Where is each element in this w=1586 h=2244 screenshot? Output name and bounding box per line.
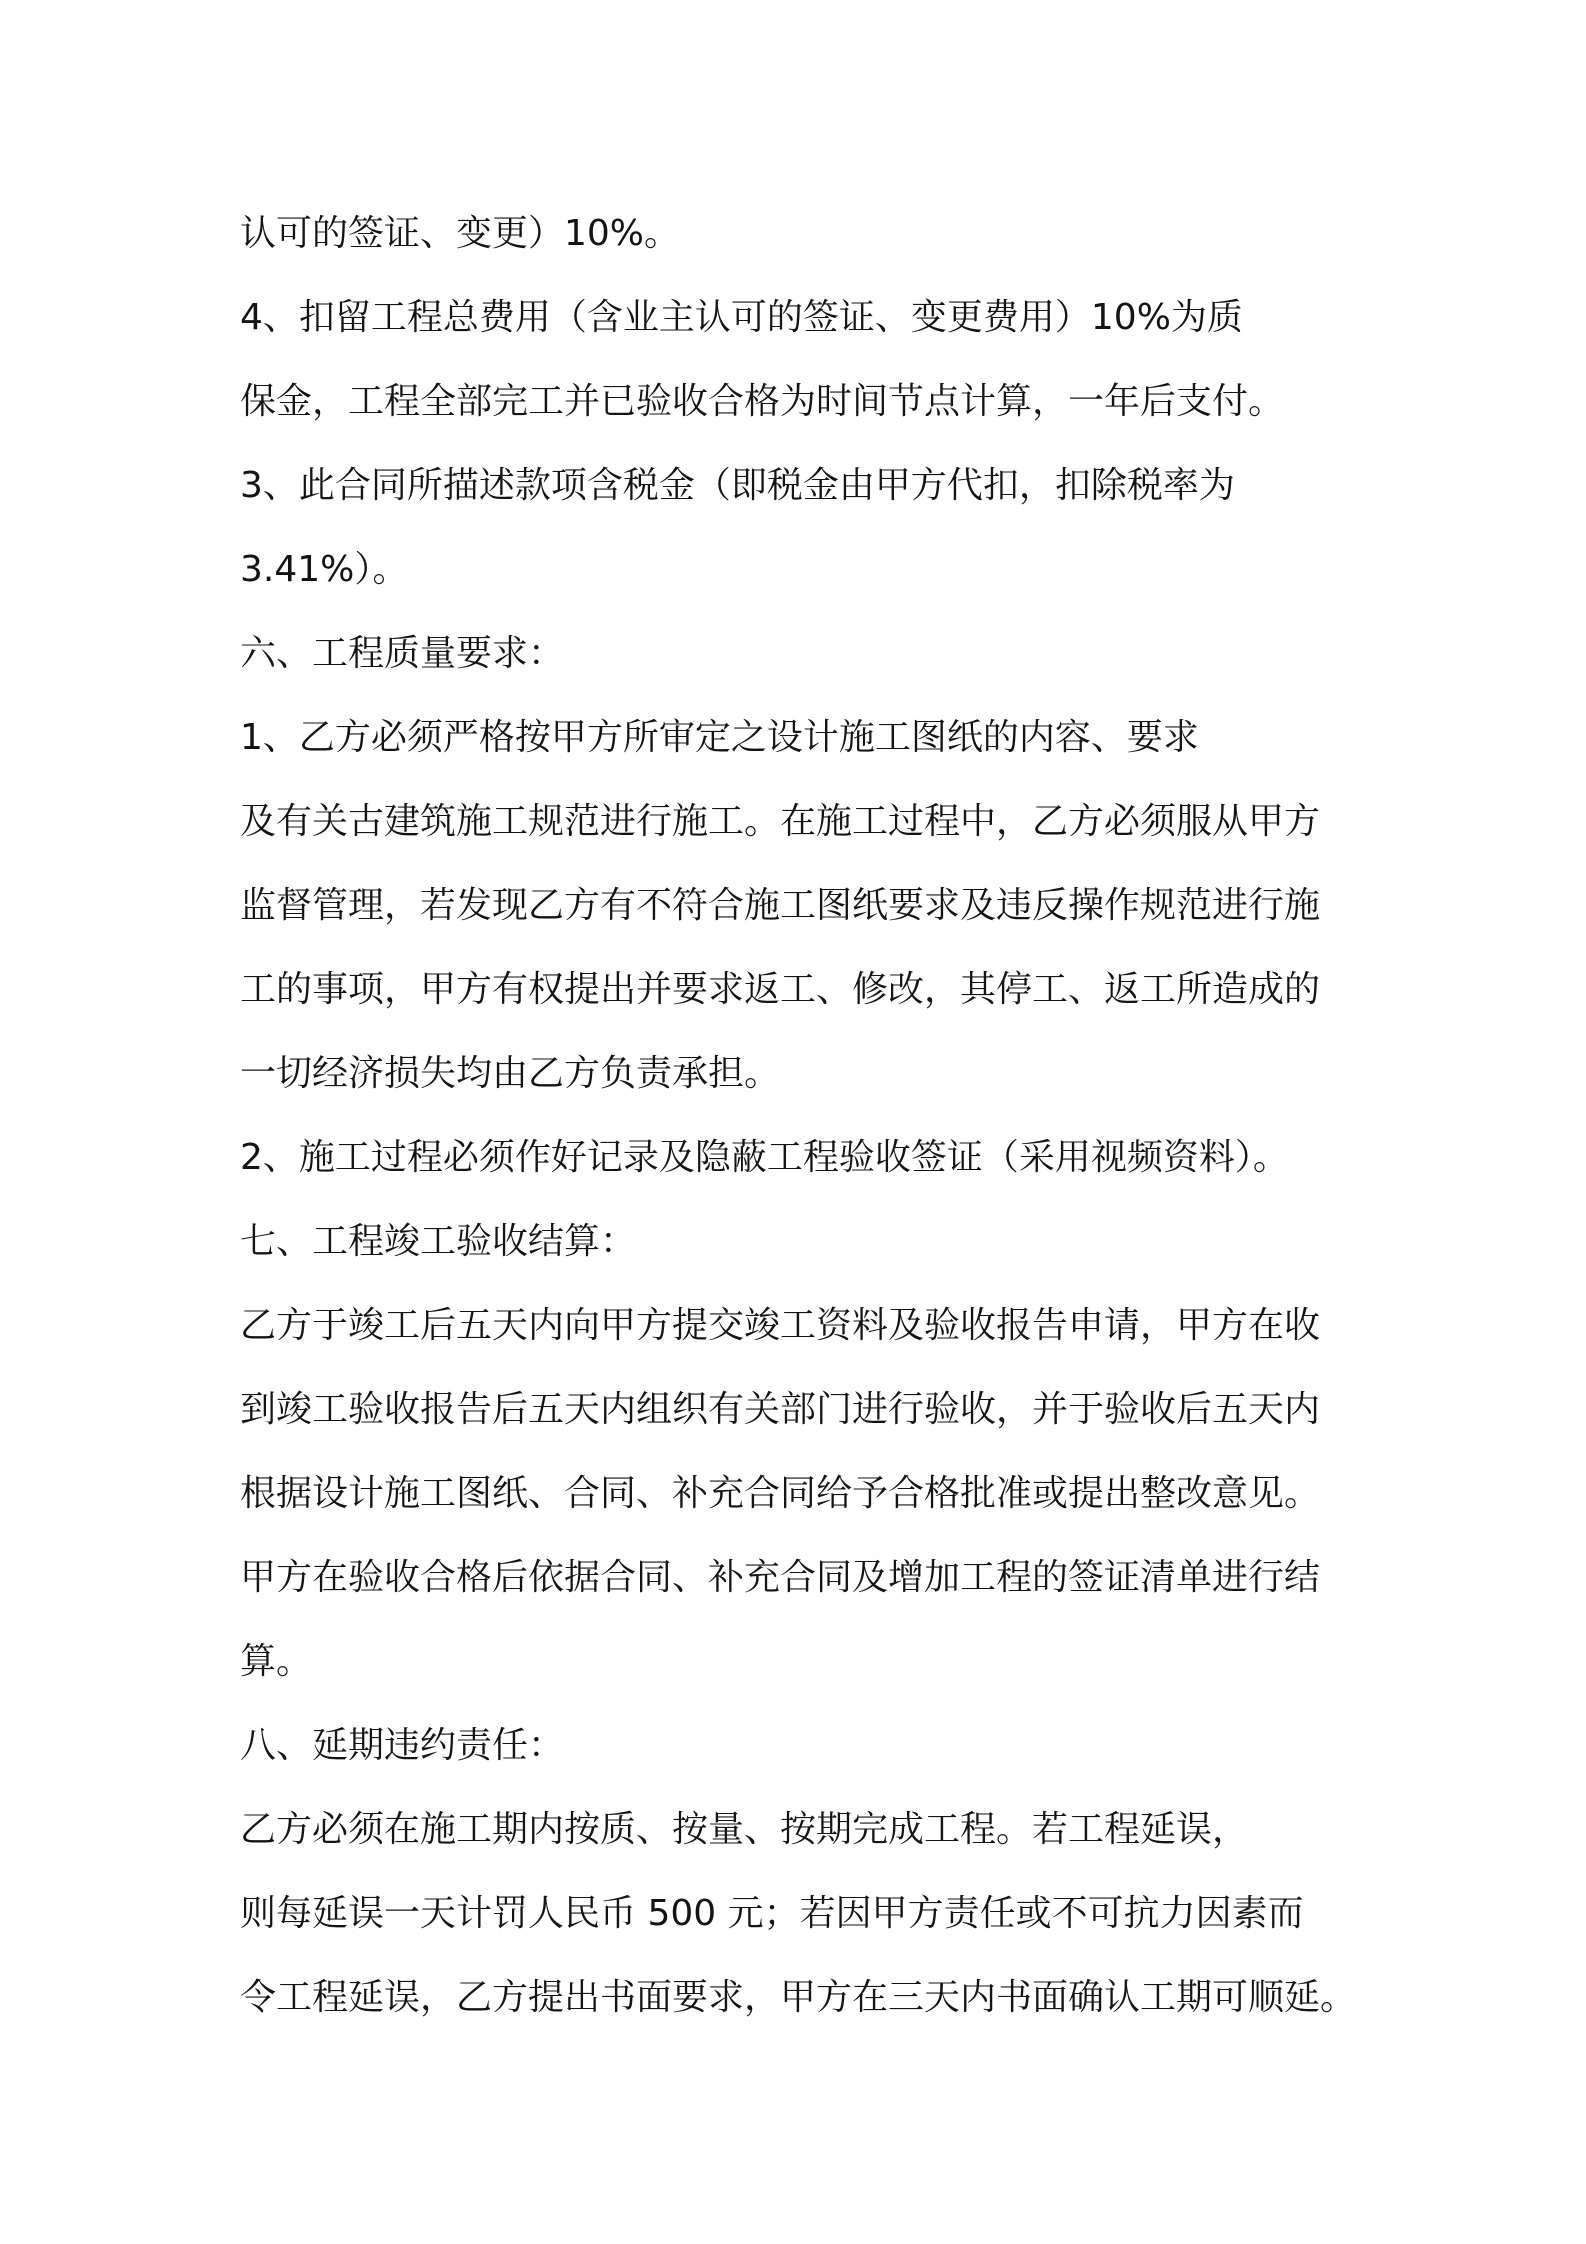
text-line-14: 乙方于竣工后五天内向甲方提交竣工资料及验收报告申请，甲方在收 bbox=[240, 1305, 1321, 1346]
text-line-12: 2、施工过程必须作好记录及隐蔽工程验收签证（采用视频资料）。 bbox=[240, 1137, 1289, 1178]
text-line-20: 乙方必须在施工期内按质、按量、按期完成工程。若工程延误， bbox=[240, 1809, 1249, 1850]
text-line-8: 及有关古建筑施工规范进行施工。在施工过程中，乙方必须服从甲方 bbox=[240, 801, 1321, 842]
text-line-16: 根据设计施工图纸、合同、补充合同给予合格批准或提出整改意见。 bbox=[240, 1473, 1321, 1514]
text-line-15: 到竣工验收报告后五天内组织有关部门进行验收，并于验收后五天内 bbox=[240, 1389, 1321, 1430]
text-line-21: 则每延误一天计罚人民币 500 元；若因甲方责任或不可抗力因素而 bbox=[240, 1893, 1304, 1934]
text-line-5: 3.41%）。 bbox=[240, 549, 409, 590]
text-line-22: 令工程延误，乙方提出书面要求，甲方在三天内书面确认工期可顺延。 bbox=[240, 1977, 1357, 2018]
text-line-18: 算。 bbox=[240, 1641, 313, 1682]
text-line-11: 一切经济损失均由乙方负责承担。 bbox=[240, 1053, 781, 1094]
text-line-10: 工的事项，甲方有权提出并要求返工、修改，其停工、返工所造成的 bbox=[240, 969, 1321, 1010]
text-line-3: 保金，工程全部完工并已验收合格为时间节点计算，一年后支付。 bbox=[240, 381, 1285, 422]
contract-text-body bbox=[240, 192, 1360, 2040]
text-line-1: 认可的签证、变更）10%。 bbox=[240, 213, 681, 254]
section-heading-acceptance: 七、工程竣工验收结算： bbox=[240, 1221, 637, 1262]
section-heading-quality: 六、工程质量要求： bbox=[240, 633, 565, 674]
text-line-4: 3、此合同所描述款项含税金（即税金由甲方代扣，扣除税率为 bbox=[240, 465, 1235, 506]
text-line-2: 4、扣留工程总费用（含业主认可的签证、变更费用）10%为质 bbox=[240, 297, 1243, 338]
text-line-7: 1、乙方必须严格按甲方所审定之设计施工图纸的内容、要求 bbox=[240, 717, 1199, 758]
section-heading-delay: 八、延期违约责任： bbox=[240, 1725, 565, 1766]
text-line-9: 监督管理，若发现乙方有不符合施工图纸要求及违反操作规范进行施 bbox=[240, 885, 1321, 926]
text-line-17: 甲方在验收合格后依据合同、补充合同及增加工程的签证清单进行结 bbox=[240, 1557, 1321, 1598]
